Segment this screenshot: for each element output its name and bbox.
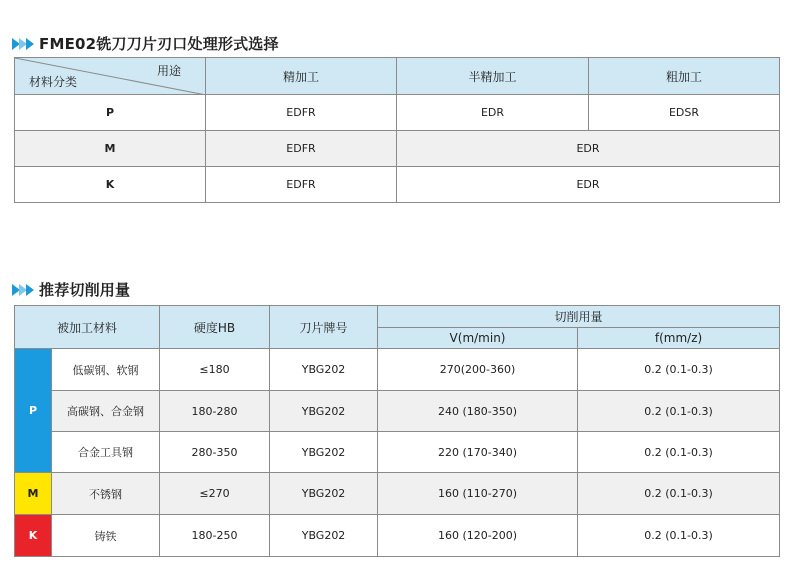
table-row — [15, 95, 780, 131]
section1-title-text: FME02铣刀刀片刃口处理形式选择 — [39, 35, 279, 53]
table-row — [15, 432, 780, 473]
header-material: 被加工材料 — [15, 306, 160, 349]
hardness-cell: ≤270 — [160, 473, 270, 515]
table-row — [15, 131, 780, 167]
material-cell: P — [15, 95, 206, 131]
grade-cell: YBG202 — [270, 391, 378, 432]
v-cell: 160 (110-270) — [378, 473, 578, 515]
v-cell: 220 (170-340) — [378, 432, 578, 473]
header-f: f(mm/z) — [578, 328, 780, 349]
double-arrow-icon — [12, 284, 33, 296]
header-v: V(m/min) — [378, 328, 578, 349]
f-cell: 0.2 (0.1-0.3) — [578, 349, 780, 391]
f-cell: 0.2 (0.1-0.3) — [578, 391, 780, 432]
table-row — [15, 515, 780, 557]
value-cell: EDR — [397, 167, 780, 203]
material-cell: K — [15, 167, 206, 203]
v-cell: 160 (120-200) — [378, 515, 578, 557]
hardness-cell: 180-280 — [160, 391, 270, 432]
header-grade: 刀片牌号 — [270, 306, 378, 349]
diagonal-header-cell — [15, 58, 206, 95]
cutting-parameters-table — [14, 305, 780, 557]
table-row — [15, 391, 780, 432]
f-cell: 0.2 (0.1-0.3) — [578, 473, 780, 515]
category-m-badge: M — [15, 473, 52, 515]
material-cell: 不锈钢 — [52, 473, 160, 515]
value-cell: EDFR — [206, 95, 397, 131]
grade-cell: YBG202 — [270, 349, 378, 391]
value-cell: EDFR — [206, 131, 397, 167]
column-header: 精加工 — [206, 58, 397, 95]
material-category-label: 材料分类 — [29, 75, 78, 89]
value-cell: EDFR — [206, 167, 397, 203]
double-arrow-icon — [12, 38, 33, 50]
value-cell: EDSR — [589, 95, 780, 131]
hardness-cell: 180-250 — [160, 515, 270, 557]
v-cell: 240 (180-350) — [378, 391, 578, 432]
category-p-badge: P — [15, 349, 52, 473]
f-cell: 0.2 (0.1-0.3) — [578, 432, 780, 473]
section2-title — [12, 279, 130, 300]
section1-title — [12, 33, 279, 54]
material-cell: 低碳钢、软钢 — [52, 349, 160, 391]
f-cell: 0.2 (0.1-0.3) — [578, 515, 780, 557]
v-cell: 270(200-360) — [378, 349, 578, 391]
material-cell: 铸铁 — [52, 515, 160, 557]
category-k-badge: K — [15, 515, 52, 557]
hardness-cell: ≤180 — [160, 349, 270, 391]
header-cutting: 切削用量 — [378, 306, 780, 328]
grade-cell: YBG202 — [270, 473, 378, 515]
grade-cell: YBG202 — [270, 515, 378, 557]
value-cell: EDR — [397, 131, 780, 167]
column-header: 粗加工 — [589, 58, 780, 95]
table-row — [15, 349, 780, 391]
edge-treatment-table — [14, 57, 780, 203]
table-header-row — [15, 306, 780, 328]
section2-title-text: 推荐切削用量 — [39, 281, 131, 299]
table-row — [15, 167, 780, 203]
usage-label: 用途 — [156, 64, 181, 78]
material-cell: 合金工具钢 — [52, 432, 160, 473]
material-cell: 高碳钢、合金钢 — [52, 391, 160, 432]
value-cell: EDR — [397, 95, 589, 131]
header-hardness: 硬度HB — [160, 306, 270, 349]
table-row — [15, 473, 780, 515]
hardness-cell: 280-350 — [160, 432, 270, 473]
grade-cell: YBG202 — [270, 432, 378, 473]
material-cell: M — [15, 131, 206, 167]
column-header: 半精加工 — [397, 58, 589, 95]
table-header-row — [15, 58, 780, 95]
